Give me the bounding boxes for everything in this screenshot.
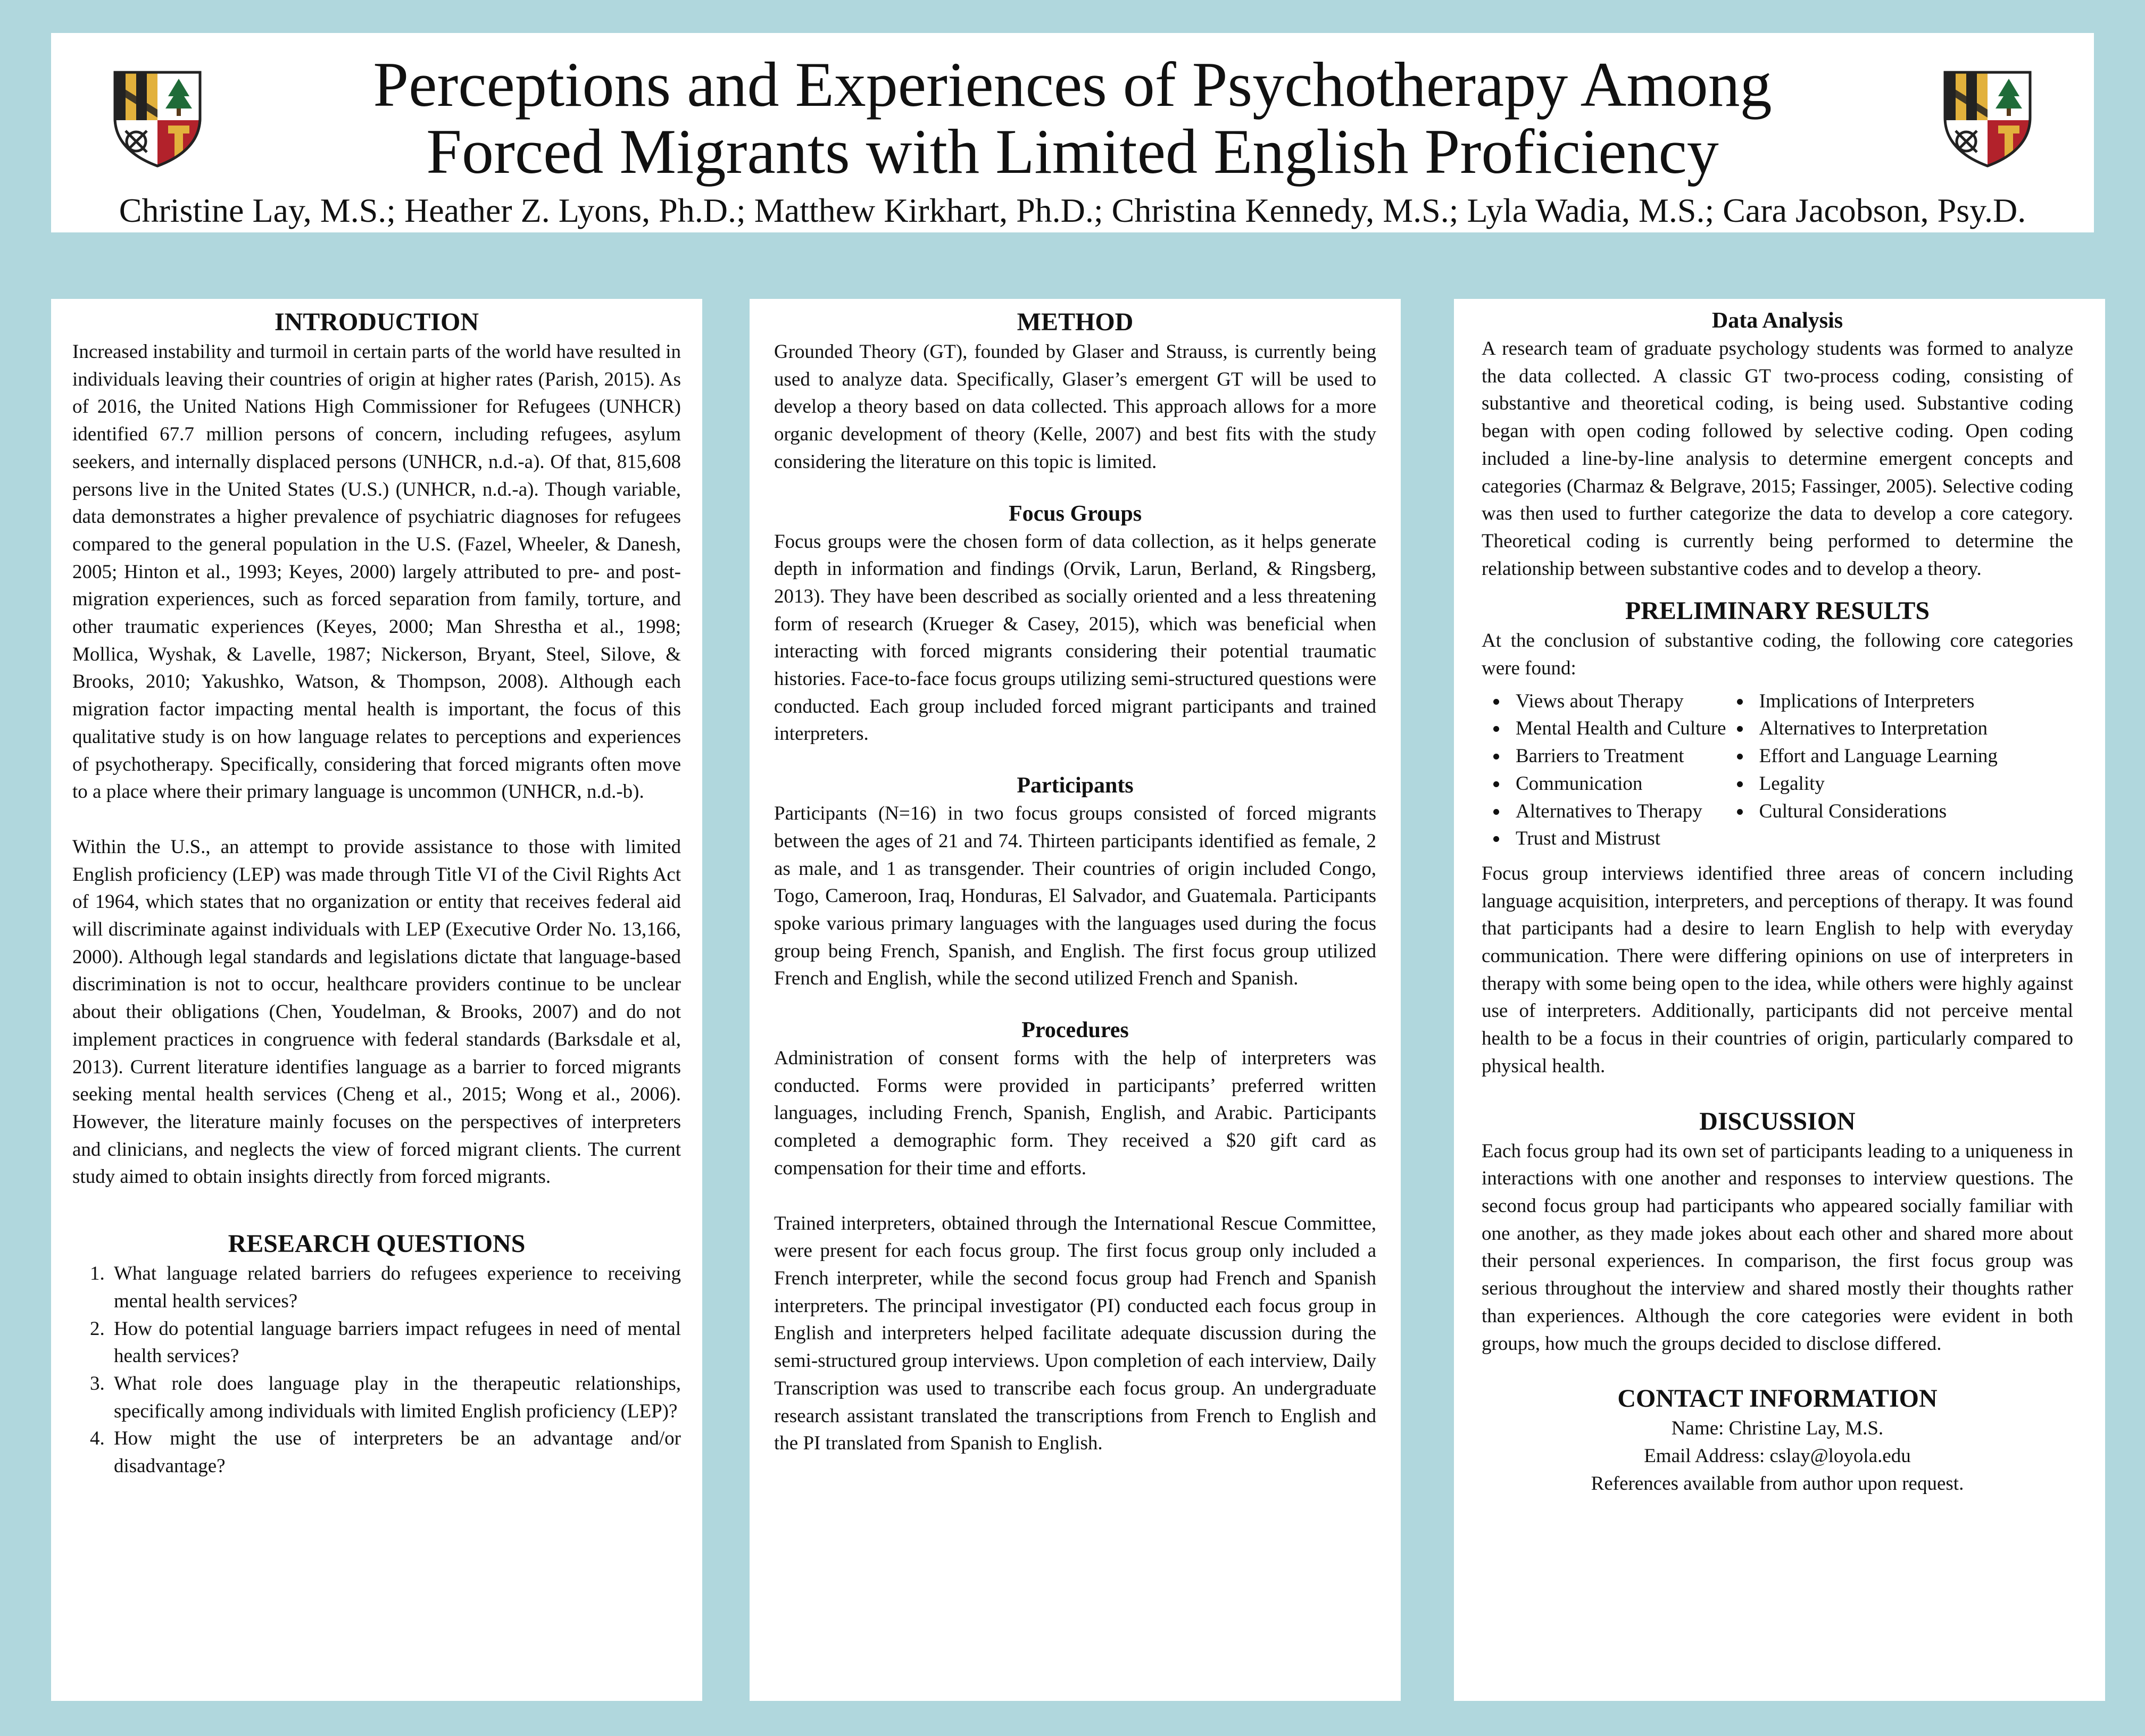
method-paragraph: Grounded Theory (GT), founded by Glaser and Strauss, is currently being used to analyze data. Specifically, Glaser’s emergent GT will be used to develop a theory based on data collected. This approach allows for a more organic development of theory (Kelle, 2007) and best fits with the study considering the literature on this topic is limited. bbox=[774, 341, 1376, 473]
contact-name: Name: Christine Lay, M.S. bbox=[1671, 1417, 1884, 1440]
preliminary-results-paragraph: Focus group interviews identified three areas of concern including language acquisition, interpreters, and perceptions of therapy. It was found that participants had a desire to learn English to help with everyday communication. There were differing opinions on use of interpreters in therapy with some being open to the idea, while others were highly against use of interpreters. Additionally, participants did not perceive mental health to be a focus in their countries of origin, particularly compared to physical health. bbox=[1482, 862, 2073, 1077]
university-crest-right-icon bbox=[1940, 67, 2035, 168]
poster-title bbox=[51, 51, 2094, 185]
core-categories-list-left bbox=[1482, 688, 1726, 853]
category-item: • Legality bbox=[1752, 770, 1998, 798]
procedures-paragraph-1: Administration of consent forms with the help of interpreters was conducted. Forms were provided in participants’ preferred written languages, including French, Spanish, English, and Arabic. Participants completed a demographic form. They received a $20 gift card as compensation for their time and efforts. bbox=[774, 1047, 1376, 1179]
contact-references: References available from author upon request. bbox=[1591, 1472, 1964, 1495]
column-middle bbox=[750, 299, 1401, 1701]
preliminary-results-heading: PRELIMINARY RESULTS bbox=[1625, 597, 1930, 625]
core-categories-list-right bbox=[1726, 688, 1998, 853]
title-line-2: Forced Migrants with Limited English Proficiency bbox=[426, 116, 1719, 187]
research-question-2: 2. How do potential language barriers impact refugees in need of mental health services? bbox=[110, 1315, 681, 1370]
contact-heading: CONTACT INFORMATION bbox=[1617, 1384, 1938, 1413]
focus-groups-heading: Focus Groups bbox=[1008, 501, 1142, 526]
category-item: • Communication bbox=[1508, 770, 1726, 798]
category-item: • Implications of Interpreters bbox=[1752, 688, 1998, 715]
discussion-heading: DISCUSSION bbox=[1699, 1107, 1856, 1136]
research-question-4: 4. How might the use of interpreters be an advantage and/or disadvantage? bbox=[110, 1425, 681, 1480]
data-analysis-paragraph: A research team of graduate psychology students was formed to analyze the data collected. A classic GT two-process coding, consisting of substantive and theoretical coding, is being used. Substantive coding began with open coding followed by selective coding. Open coding included a line-by-line analysis to determine emergent concepts and categories (Charmaz & Belgrave, 2015; Fassinger, 2005). Selective coding was then used to further categorize the data to develop a core category. Theoretical coding is currently being performed to determine the relationship between substantive codes and to develop a theory. bbox=[1482, 338, 2073, 580]
discussion-paragraph: Each focus group had its own set of participants leading to a uniqueness in interactions with one another and responses to interview questions. The second focus group had participants who appeared socially familiar with one another, as they made jokes about each other and shared more about their personal experiences. In comparison, the first focus group was serious throughout the interview and shared mostly their thoughts rather than experiences. Although the core categories were evident in both groups, how much the groups decided to disclose differed. bbox=[1482, 1140, 2073, 1355]
participants-paragraph: Participants (N=16) in two focus groups consisted of forced migrants between the ages of 21 and 74. Thirteen participants identified as female, 2 as male, and 1 as transgender. Their countries of origin included Congo, Togo, Cameroon, Iraq, Honduras, El Salvador, and Guatemala. Participants spoke various primary languages with the languages used during the focus group being French, Spanish, and English. The first focus group utilized French and English, while the second utilized French and Spanish. bbox=[774, 803, 1376, 990]
procedures-heading: Procedures bbox=[1021, 1018, 1129, 1043]
introduction-paragraph-2: Within the U.S., an attempt to provide assistance to those with limited English proficiency (LEP) was made through Title VI of the Civil Rights Act of 1964, which states that no organization or entity that receives federal aid will discriminate against individuals with LEP (Executive Order No. 13,166, 2000). Although legal standards and legislations dictate that language-based discrimination is not to occur, healthcare providers continue to be unclear about their obligations (Chen, Youdelman, & Brooks, 2007) and do not implement practices in congruence with federal standards (Barksdale et al, 2013). Current literature identifies language as a barrier to forced migrants seeking mental health services (Cheng et al., 2015; Wong et al., 2006). However, the literature mainly focuses on the perspectives of interpreters and clinicians, and neglects the view of forced migrant clients. The current study aimed to obtain insights directly from forced migrants. bbox=[72, 836, 681, 1188]
poster-header bbox=[51, 33, 2094, 232]
research-questions-list bbox=[72, 1260, 681, 1480]
category-item: • Effort and Language Learning bbox=[1752, 742, 1998, 770]
column-left bbox=[51, 299, 702, 1701]
research-question-1: 1. What language related barriers do refugees experience to receiving mental health services? bbox=[110, 1260, 681, 1315]
column-right bbox=[1454, 299, 2105, 1701]
introduction-paragraph-1: Increased instability and turmoil in certain parts of the world have resulted in individuals leaving their countries of origin at higher rates (Parish, 2015). As of 2016, the United Nations High Commissioner for Refugees (UNHCR) identified 67.7 million persons of concern, including refugees, asylum seekers, and internally displaced persons (UNHCR, n.d.-a). Of that, 815,608 persons live in the United States (U.S.) (UNHCR, n.d.-a). Though variable, data demonstrates a higher prevalence of psychiatric diagnoses for refugees compared to the general population in the U.S. (Fazel, Wheeler, & Danesh, 2005; Hinton et al., 1993; Keyes, 2000) largely attributed to pre- and post-migration experiences, such as forced separation from family, torture, and other traumatic experiences (Keyes, 2000; Man Shrestha et al., 1998; Mollica, Wyshak, & Lavelle, 1987; Nickerson, Bryant, Steel, Silove, & Brooks, 2010; Yakushko, Watson, & Thompson, 2008). Although each migration factor impacting mental health is important, the focus of this qualitative study is on how language relates to perceptions and experiences of psychotherapy. Specifically, considering that forced migrants often move to a place where their primary language is uncommon (UNHCR, n.d.-b). bbox=[72, 341, 681, 803]
research-questions-heading: RESEARCH QUESTIONS bbox=[228, 1230, 526, 1258]
contact-email: Email Address: cslay@loyola.edu bbox=[1644, 1445, 1911, 1467]
participants-heading: Participants bbox=[1017, 773, 1134, 798]
core-categories bbox=[1482, 688, 2073, 853]
category-item: • Trust and Mistrust bbox=[1508, 825, 1726, 853]
category-item: • Alternatives to Interpretation bbox=[1752, 715, 1998, 742]
research-question-3: 3. What role does language play in the therapeutic relationships, specifically among individuals with limited English proficiency (LEP)? bbox=[110, 1370, 681, 1425]
author-list: Christine Lay, M.S.; Heather Z. Lyons, Ph.D.; Matthew Kirkhart, Ph.D.; Christina Kennedy, M.S.; Lyla Wadia, M.S.; Cara Jacobson, Psy.D. bbox=[119, 191, 2026, 229]
category-item: • Cultural Considerations bbox=[1752, 798, 1998, 825]
category-item: • Views about Therapy bbox=[1508, 688, 1726, 715]
category-item: • Mental Health and Culture bbox=[1508, 715, 1726, 742]
introduction-heading: INTRODUCTION bbox=[274, 308, 479, 336]
procedures-paragraph-2: Trained interpreters, obtained through the International Rescue Committee, were present for each focus group. The first focus group only included a French interpreter, while the second focus group had French and Spanish interpreters. The principal investigator (PI) conducted each focus group in English and interpreters helped facilitate adequate discussion during the semi-structured group interviews. Upon completion of each interview, Daily Transcription was used to transcribe each focus group. An undergraduate research assistant translated the transcriptions from French to English and the PI translated from Spanish to English. bbox=[774, 1212, 1376, 1455]
category-item: • Barriers to Treatment bbox=[1508, 742, 1726, 770]
data-analysis-heading: Data Analysis bbox=[1711, 308, 1843, 333]
category-item: • Alternatives to Therapy bbox=[1508, 798, 1726, 825]
focus-groups-paragraph: Focus groups were the chosen form of data collection, as it helps generate depth in information and findings (Orvik, Larun, Berland, & Ringsberg, 2013). They have been described as socially oriented and a less threatening form of research (Krueger & Casey, 2015), which was beneficial when interacting with forced migrants considering their potential traumatic histories. Face-to-face focus groups utilizing semi-structured questions were conducted. Each group included forced migrant participants and trained interpreters. bbox=[774, 530, 1376, 745]
method-heading: METHOD bbox=[1017, 308, 1134, 336]
title-line-1: Perceptions and Experiences of Psychotherapy Among bbox=[373, 49, 1772, 120]
preliminary-results-intro: At the conclusion of substantive coding, the following core categories were found: bbox=[1482, 630, 2073, 680]
